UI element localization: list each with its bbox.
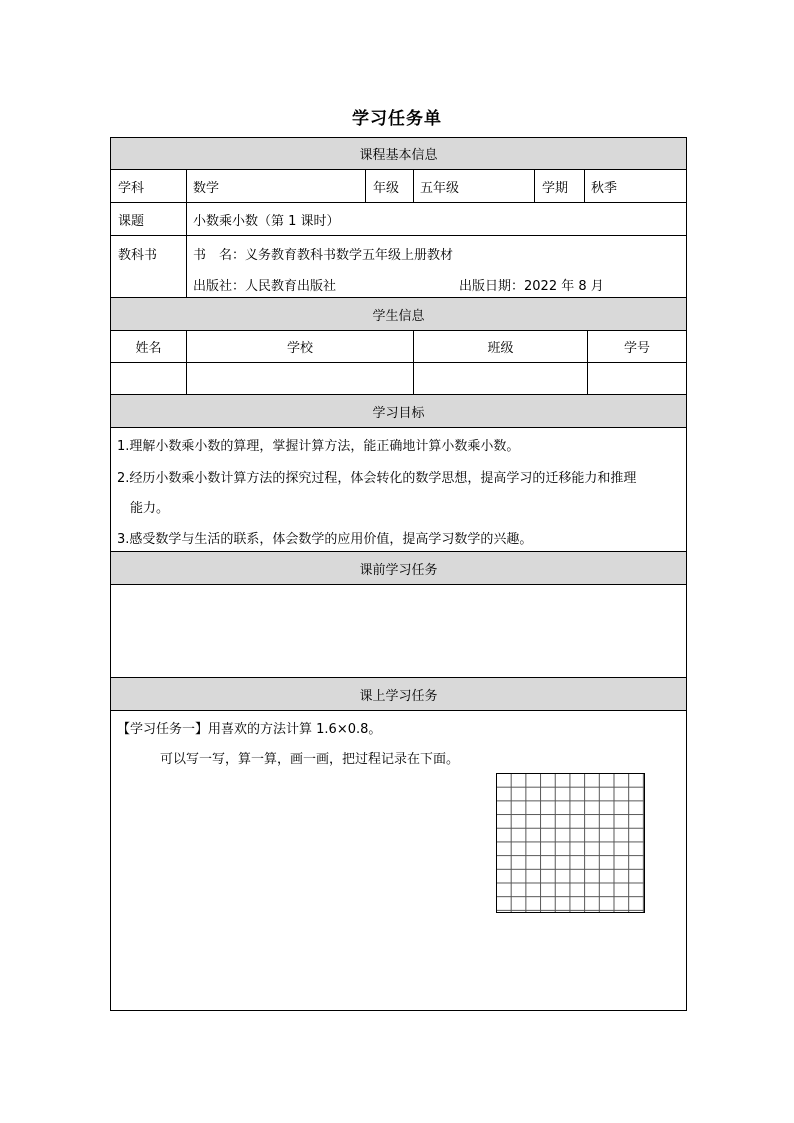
goal-item: 2.经历小数乘小数计算方法的探究过程，体会转化的数学思想，提高学习的迁移能力和推理	[117, 471, 637, 486]
col-divider	[365, 169, 366, 202]
student-id-header: 学号	[623, 341, 650, 356]
grade-value: 五年级	[420, 180, 460, 196]
textbook-pub-date: 出版日期：2022 年 8 月	[459, 279, 604, 294]
topic-label: 课题	[118, 213, 145, 229]
task1-line	[117, 718, 381, 737]
task1-hint: 可以写一写，算一算，画一画，把过程记录在下面。	[160, 752, 460, 767]
section-header-pre-class: 课前学习任务	[111, 552, 686, 584]
textbook-label: 教科书	[118, 248, 158, 263]
topic-value: 小数乘小数（第 1 课时）	[193, 213, 340, 229]
task1-title: 【学习任务一】	[117, 722, 209, 737]
subject-value: 数学	[193, 180, 220, 196]
student-class-field[interactable]	[414, 363, 587, 394]
section-header-goals: 学习目标	[111, 395, 686, 427]
student-class-header: 班级	[487, 341, 514, 356]
row-divider	[110, 235, 687, 236]
subject-label: 学科	[118, 180, 145, 196]
col-divider	[186, 169, 187, 297]
student-name-field[interactable]	[111, 363, 186, 394]
section-header-in-class: 课上学习任务	[111, 678, 686, 710]
pre-class-task-area[interactable]	[111, 585, 686, 677]
student-school-field[interactable]	[187, 363, 413, 394]
task1-text: 用喜欢的方法计算 1.6×0.8。	[208, 722, 382, 737]
goal-item: 1.理解小数乘小数的算理，掌握计算方法，能正确地计算小数乘小数。	[117, 439, 520, 454]
student-id-field[interactable]	[588, 363, 686, 394]
textbook-name: 书 名：义务教育教科书数学五年级上册教材	[193, 248, 454, 263]
term-label: 学期	[542, 180, 569, 196]
grid-drawing-area[interactable]	[496, 773, 645, 913]
col-divider	[534, 169, 535, 202]
row-divider	[110, 427, 687, 428]
section-header-student-info: 学生信息	[111, 298, 686, 330]
goal-item: 3.感受数学与生活的联系，体会数学的应用价值，提高学习数学的兴趣。	[117, 532, 533, 547]
section-header-course-info: 课程基本信息	[111, 138, 686, 169]
textbook-publisher: 出版社：人民教育出版社	[193, 279, 337, 294]
grade-label: 年级	[373, 180, 400, 196]
doc-title: 学习任务单	[352, 109, 442, 129]
student-name-header: 姓名	[135, 341, 162, 356]
row-divider	[110, 710, 687, 711]
col-divider	[584, 169, 585, 202]
col-divider	[413, 169, 414, 202]
goal-item-continued: 能力。	[130, 501, 170, 516]
term-value: 秋季	[591, 180, 618, 196]
student-school-header: 学校	[286, 341, 313, 356]
